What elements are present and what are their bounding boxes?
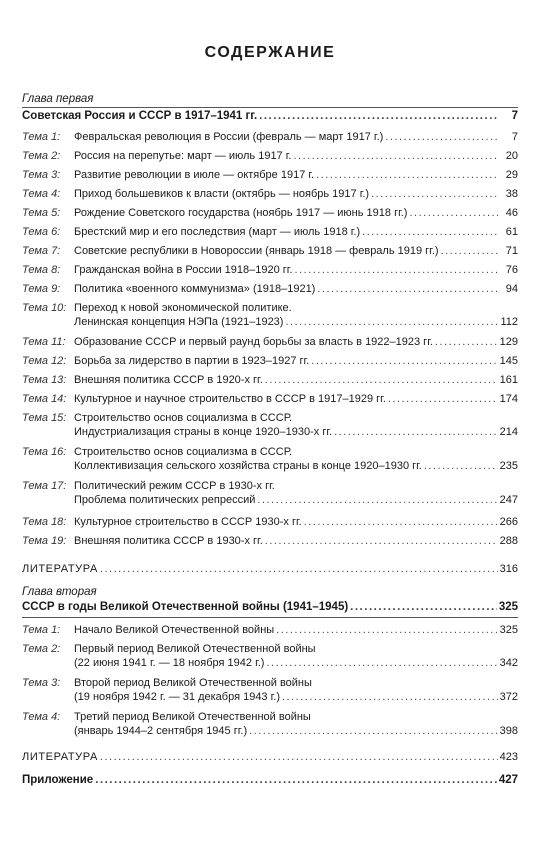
theme-title: Строительство основ социализма в СССР. xyxy=(74,412,293,424)
toc-theme-row[interactable] xyxy=(22,282,518,296)
leader-dots xyxy=(441,244,498,258)
theme-title: Ленинская концепция НЭПа (1921–1923) xyxy=(74,316,284,328)
toc-theme-row[interactable] xyxy=(22,534,518,548)
theme-title: Приход большевиков к власти (октябрь — ноябрь 1917 г.) xyxy=(74,188,370,200)
chapter-2-label: Глава вторая xyxy=(22,586,97,598)
theme-page: 20 xyxy=(505,150,518,162)
theme-number: Тема 9: xyxy=(22,283,61,295)
chapter-2-title: СССР в годы Великой Отечественной войны (1941–1945) xyxy=(22,601,349,613)
toc-theme-row[interactable] xyxy=(22,710,518,738)
theme-title: Россия на перепутье: март — июль 1917 г. xyxy=(74,150,292,162)
leader-dots xyxy=(285,315,498,329)
theme-title: Политика «военного коммунизма» (1918–1921) xyxy=(74,283,316,295)
leader-dots xyxy=(409,206,498,220)
leader-dots xyxy=(385,130,498,144)
leader-dots xyxy=(435,335,498,349)
toc-theme-row[interactable] xyxy=(22,301,518,329)
toc-theme-row[interactable] xyxy=(22,373,518,387)
theme-title: Культурное и научное строительство в СССР в 1917–1929 гг. xyxy=(74,393,386,405)
leader-dots xyxy=(100,750,498,764)
toc-theme-row[interactable] xyxy=(22,623,518,637)
theme-title: Гражданская война в России 1918–1920 гг. xyxy=(74,264,293,276)
theme-number: Тема 14: xyxy=(22,393,67,405)
theme-page: 288 xyxy=(499,535,518,547)
theme-page: 398 xyxy=(499,725,518,737)
theme-number: Тема 16: xyxy=(22,446,67,458)
toc-theme-row[interactable] xyxy=(22,130,518,144)
theme-title: Строительство основ социализма в СССР. xyxy=(74,446,293,458)
toc-theme-row[interactable] xyxy=(22,335,518,349)
toc-theme-row[interactable] xyxy=(22,225,518,239)
theme-page: 94 xyxy=(505,283,518,295)
theme-page: 247 xyxy=(499,494,518,506)
theme-number: Тема 2: xyxy=(22,150,61,162)
theme-page: 266 xyxy=(499,516,518,528)
chapter-2-literature-row[interactable] xyxy=(22,750,518,764)
theme-number: Тема 17: xyxy=(22,480,67,492)
toc-theme-row[interactable] xyxy=(22,187,518,201)
theme-number: Тема 3: xyxy=(22,677,61,689)
theme-title: Первый период Великой Отечественной войны xyxy=(74,643,316,655)
appendix-row[interactable] xyxy=(22,773,518,787)
theme-number: Тема 5: xyxy=(22,207,61,219)
page-title: СОДЕРЖАНИЕ xyxy=(204,44,336,61)
leader-dots xyxy=(334,425,498,439)
chapter-1-title-row[interactable] xyxy=(22,109,518,123)
toc-theme-row[interactable] xyxy=(22,515,518,529)
theme-number: Тема 10: xyxy=(22,302,67,314)
chapter-1-rule xyxy=(22,107,518,108)
theme-number: Тема 2: xyxy=(22,643,61,655)
theme-number: Тема 1: xyxy=(22,131,61,143)
leader-dots xyxy=(304,515,498,529)
theme-title: Образование СССР и первый раунд борьбы за власть в 1922–1923 гг. xyxy=(74,336,433,348)
theme-number: Тема 18: xyxy=(22,516,67,528)
theme-title: Внешняя политика СССР в 1920-х гг. xyxy=(74,374,263,386)
leader-dots xyxy=(388,392,498,406)
toc-theme-row[interactable] xyxy=(22,676,518,704)
theme-title: Третий период Великой Отечественной войны xyxy=(74,711,311,723)
theme-page: 38 xyxy=(505,188,518,200)
leader-dots xyxy=(257,493,497,507)
toc-theme-row[interactable] xyxy=(22,354,518,368)
literature-page: 423 xyxy=(499,751,518,763)
theme-title: Советские республики в Новороссии (январь 1918 — февраль 1919 гг.) xyxy=(74,245,439,257)
leader-dots xyxy=(362,225,498,239)
theme-number: Тема 4: xyxy=(22,711,61,723)
appendix-page: 427 xyxy=(498,774,518,786)
leader-dots xyxy=(266,656,497,670)
theme-title: (19 ноября 1942 г. — 31 декабря 1943 г.) xyxy=(74,691,280,703)
toc-theme-row[interactable] xyxy=(22,168,518,182)
theme-title: Коллективизация сельского хозяйства страны в конце 1920–1930 гг. xyxy=(74,460,422,472)
theme-number: Тема 13: xyxy=(22,374,67,386)
chapter-2-page: 325 xyxy=(498,601,518,613)
theme-number: Тема 19: xyxy=(22,535,67,547)
leader-dots xyxy=(311,354,497,368)
theme-title: (22 июня 1941 г. — 18 ноября 1942 г.) xyxy=(74,657,265,669)
toc-theme-row[interactable] xyxy=(22,479,518,507)
theme-page: 174 xyxy=(499,393,518,405)
theme-number: Тема 11: xyxy=(22,336,66,348)
leader-dots xyxy=(424,459,498,473)
theme-page: 46 xyxy=(505,207,518,219)
theme-title: Брестский мир и его последствия (март — июль 1918 г.) xyxy=(74,226,361,238)
leader-dots xyxy=(293,149,498,163)
theme-number: Тема 15: xyxy=(22,412,67,424)
chapter-1-header xyxy=(22,92,518,108)
theme-page: 372 xyxy=(499,691,518,703)
leader-dots xyxy=(95,773,497,787)
theme-title: Начало Великой Отечественной войны xyxy=(74,624,275,636)
theme-number: Тема 8: xyxy=(22,264,61,276)
theme-title: Индустриализация страны в конце 1920–1930-х гг. xyxy=(74,426,333,438)
theme-title: Борьба за лидерство в партии в 1923–1927 гг. xyxy=(74,355,310,367)
chapter-1-label: Глава первая xyxy=(22,93,94,105)
literature-label: ЛИТЕРАТУРА xyxy=(22,563,98,575)
theme-title: Культурное строительство в СССР 1930-х гг. xyxy=(74,516,302,528)
toc-theme-row[interactable] xyxy=(22,206,518,220)
theme-title: Развитие революции в июле — октябре 1917 г. xyxy=(74,169,315,181)
leader-dots xyxy=(249,724,498,738)
toc-theme-row[interactable] xyxy=(22,411,518,439)
chapter-1-page: 7 xyxy=(511,110,518,122)
theme-title: Проблема политических репрессий xyxy=(74,494,256,506)
theme-number: Тема 3: xyxy=(22,169,61,181)
theme-title: Внешняя политика СССР в 1930-х гг. xyxy=(74,535,263,547)
leader-dots xyxy=(371,187,498,201)
literature-label: ЛИТЕРАТУРА xyxy=(22,751,98,763)
literature-page: 316 xyxy=(499,563,518,575)
theme-page: 61 xyxy=(505,226,518,238)
chapter-1-title: Советская Россия и СССР в 1917–1941 гг. xyxy=(22,110,258,122)
theme-page: 129 xyxy=(499,336,518,348)
theme-title: (январь 1944–2 сентября 1945 гг.) xyxy=(74,725,248,737)
leader-dots xyxy=(317,282,498,296)
toc-theme-row[interactable] xyxy=(22,445,518,473)
leader-dots xyxy=(282,690,498,704)
chapter-2-header xyxy=(22,585,518,599)
toc-theme-row[interactable] xyxy=(22,244,518,258)
chapter-2-title-row[interactable] xyxy=(22,600,518,618)
theme-number: Тема 1: xyxy=(22,624,61,636)
appendix-label: Приложение xyxy=(22,774,94,786)
theme-page: 71 xyxy=(505,245,518,257)
chapter-1-literature-row[interactable] xyxy=(22,562,518,576)
theme-number: Тема 7: xyxy=(22,245,61,257)
leader-dots xyxy=(265,373,498,387)
theme-page: 76 xyxy=(505,264,518,276)
leader-dots xyxy=(100,562,498,576)
chapter-2-rule xyxy=(22,617,518,618)
toc-theme-row[interactable] xyxy=(22,149,518,163)
theme-page: 342 xyxy=(499,657,518,669)
theme-page: 7 xyxy=(511,131,518,143)
leader-dots xyxy=(316,168,498,182)
theme-title: Переход к новой экономической политике. xyxy=(74,302,292,314)
leader-dots xyxy=(350,600,497,614)
theme-title: Февральская революция в России (февраль — март 1917 г.) xyxy=(74,131,384,143)
leader-dots xyxy=(295,263,498,277)
theme-title: Политический режим СССР в 1930-х гг. xyxy=(74,480,275,492)
theme-number: Тема 4: xyxy=(22,188,61,200)
theme-page: 145 xyxy=(499,355,518,367)
toc-theme-row[interactable] xyxy=(22,642,518,670)
theme-page: 112 xyxy=(500,316,518,328)
theme-title: Второй период Великой Отечественной войны xyxy=(74,677,312,689)
leader-dots xyxy=(265,534,498,548)
toc-theme-row[interactable] xyxy=(22,392,518,406)
theme-page: 29 xyxy=(505,169,518,181)
theme-number: Тема 6: xyxy=(22,226,61,238)
theme-title: Рождение Советского государства (ноябрь 1917 — июнь 1918 гг.) xyxy=(74,207,408,219)
leader-dots xyxy=(276,623,497,637)
leader-dots xyxy=(259,109,498,123)
theme-page: 161 xyxy=(499,374,518,386)
theme-page: 214 xyxy=(499,426,518,438)
theme-page: 235 xyxy=(499,460,518,472)
theme-number: Тема 12: xyxy=(22,355,67,367)
toc-theme-row[interactable] xyxy=(22,263,518,277)
theme-page: 325 xyxy=(499,624,518,636)
